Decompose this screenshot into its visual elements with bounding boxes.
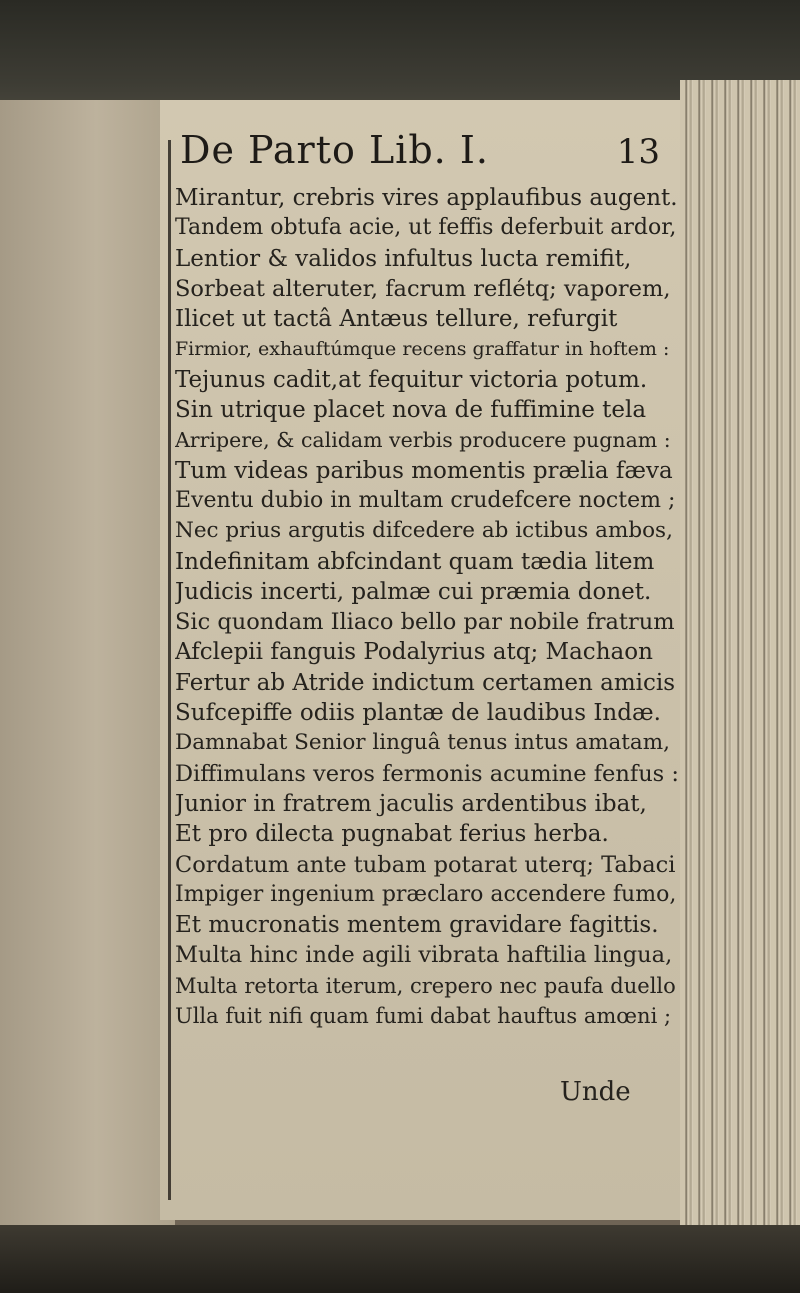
- running-head: [180, 128, 660, 184]
- verse-line: Damnabat Senior linguâ tenus intus amatam,: [175, 730, 670, 756]
- verse-line: Fertur ab Atride indictum certamen amicis: [175, 669, 676, 696]
- verse-line: Firmior, exhauftúmque recens graffatur in hoftem :: [175, 338, 670, 361]
- verse-line: Tejunus cadit,at fequitur victoria potum.: [175, 366, 648, 393]
- verse-line: Ulla fuit nifi quam fumi dabat hauftus amœni ;: [175, 1004, 672, 1029]
- verse-line: Mirantur, crebris vires applaufibus augent.: [175, 185, 678, 211]
- verse-line: Impiger ingenium præclaro accendere fumo,: [175, 881, 677, 907]
- page-title: De Parto Lib. I.: [180, 128, 489, 172]
- page-edges: [680, 80, 800, 1293]
- catchword: Unde: [560, 1077, 631, 1107]
- verse-line: Sin utrique placet nova de fuffimine tela: [175, 397, 647, 424]
- verse-line: Nec prius argutis difcedere ab ictibus ambos,: [175, 518, 673, 544]
- verse-line: Arripere, & calidam verbis producere pugnam :: [175, 428, 671, 453]
- verse-line: Eventu dubio in multam crudefcere noctem ;: [175, 487, 676, 513]
- verse-line: Cordatum ante tubam potarat uterq; Tabaci: [175, 851, 676, 878]
- verse-line: Multa hinc inde agili vibrata haftilia lingua,: [175, 942, 673, 969]
- verse-line: Sic quondam Iliaco bello par nobile fratrum: [175, 609, 675, 636]
- bottom-shadow: [0, 1225, 800, 1293]
- verse-line: Junior in fratrem jaculis ardentibus ibat,: [175, 790, 647, 817]
- verse-line: Lentior & validos infultus lucta remifit,: [175, 245, 632, 272]
- verse-line: Diffimulans veros fermonis acumine fenfus :: [175, 760, 679, 787]
- verse-line: Sufcepiffe odiis plantæ de laudibus Indæ.: [175, 700, 661, 727]
- verse-line: Multa retorta iterum, crepero nec paufa duello: [175, 973, 676, 998]
- verse-line: Sorbeat alteruter, facrum reflétq; vaporem,: [175, 275, 671, 302]
- verse-line: Et mucronatis mentem gravidare fagittis.: [175, 912, 659, 939]
- page-number: 13: [616, 132, 660, 172]
- poem-text: [175, 183, 680, 1031]
- gutter-line: [168, 140, 171, 1200]
- verse-line: Indefinitam abfcindant quam tædia litem: [175, 548, 655, 575]
- verse-line: Et pro dilecta pugnabat ferius herba.: [175, 821, 609, 848]
- verse-line: Judicis incerti, palmæ cui præmia donet.: [175, 578, 652, 605]
- verse-line: Tandem obtufa acie, ut feffis deferbuit ardor,: [175, 215, 677, 241]
- left-margin: [0, 100, 175, 1293]
- verse-line: Ilicet ut tactâ Antæus tellure, refurgit: [175, 306, 618, 333]
- verse-line: Tum videas paribus momentis prælia fæva: [175, 457, 673, 484]
- verse-line: Afclepii fanguis Podalyrius atq; Machaon: [175, 639, 653, 666]
